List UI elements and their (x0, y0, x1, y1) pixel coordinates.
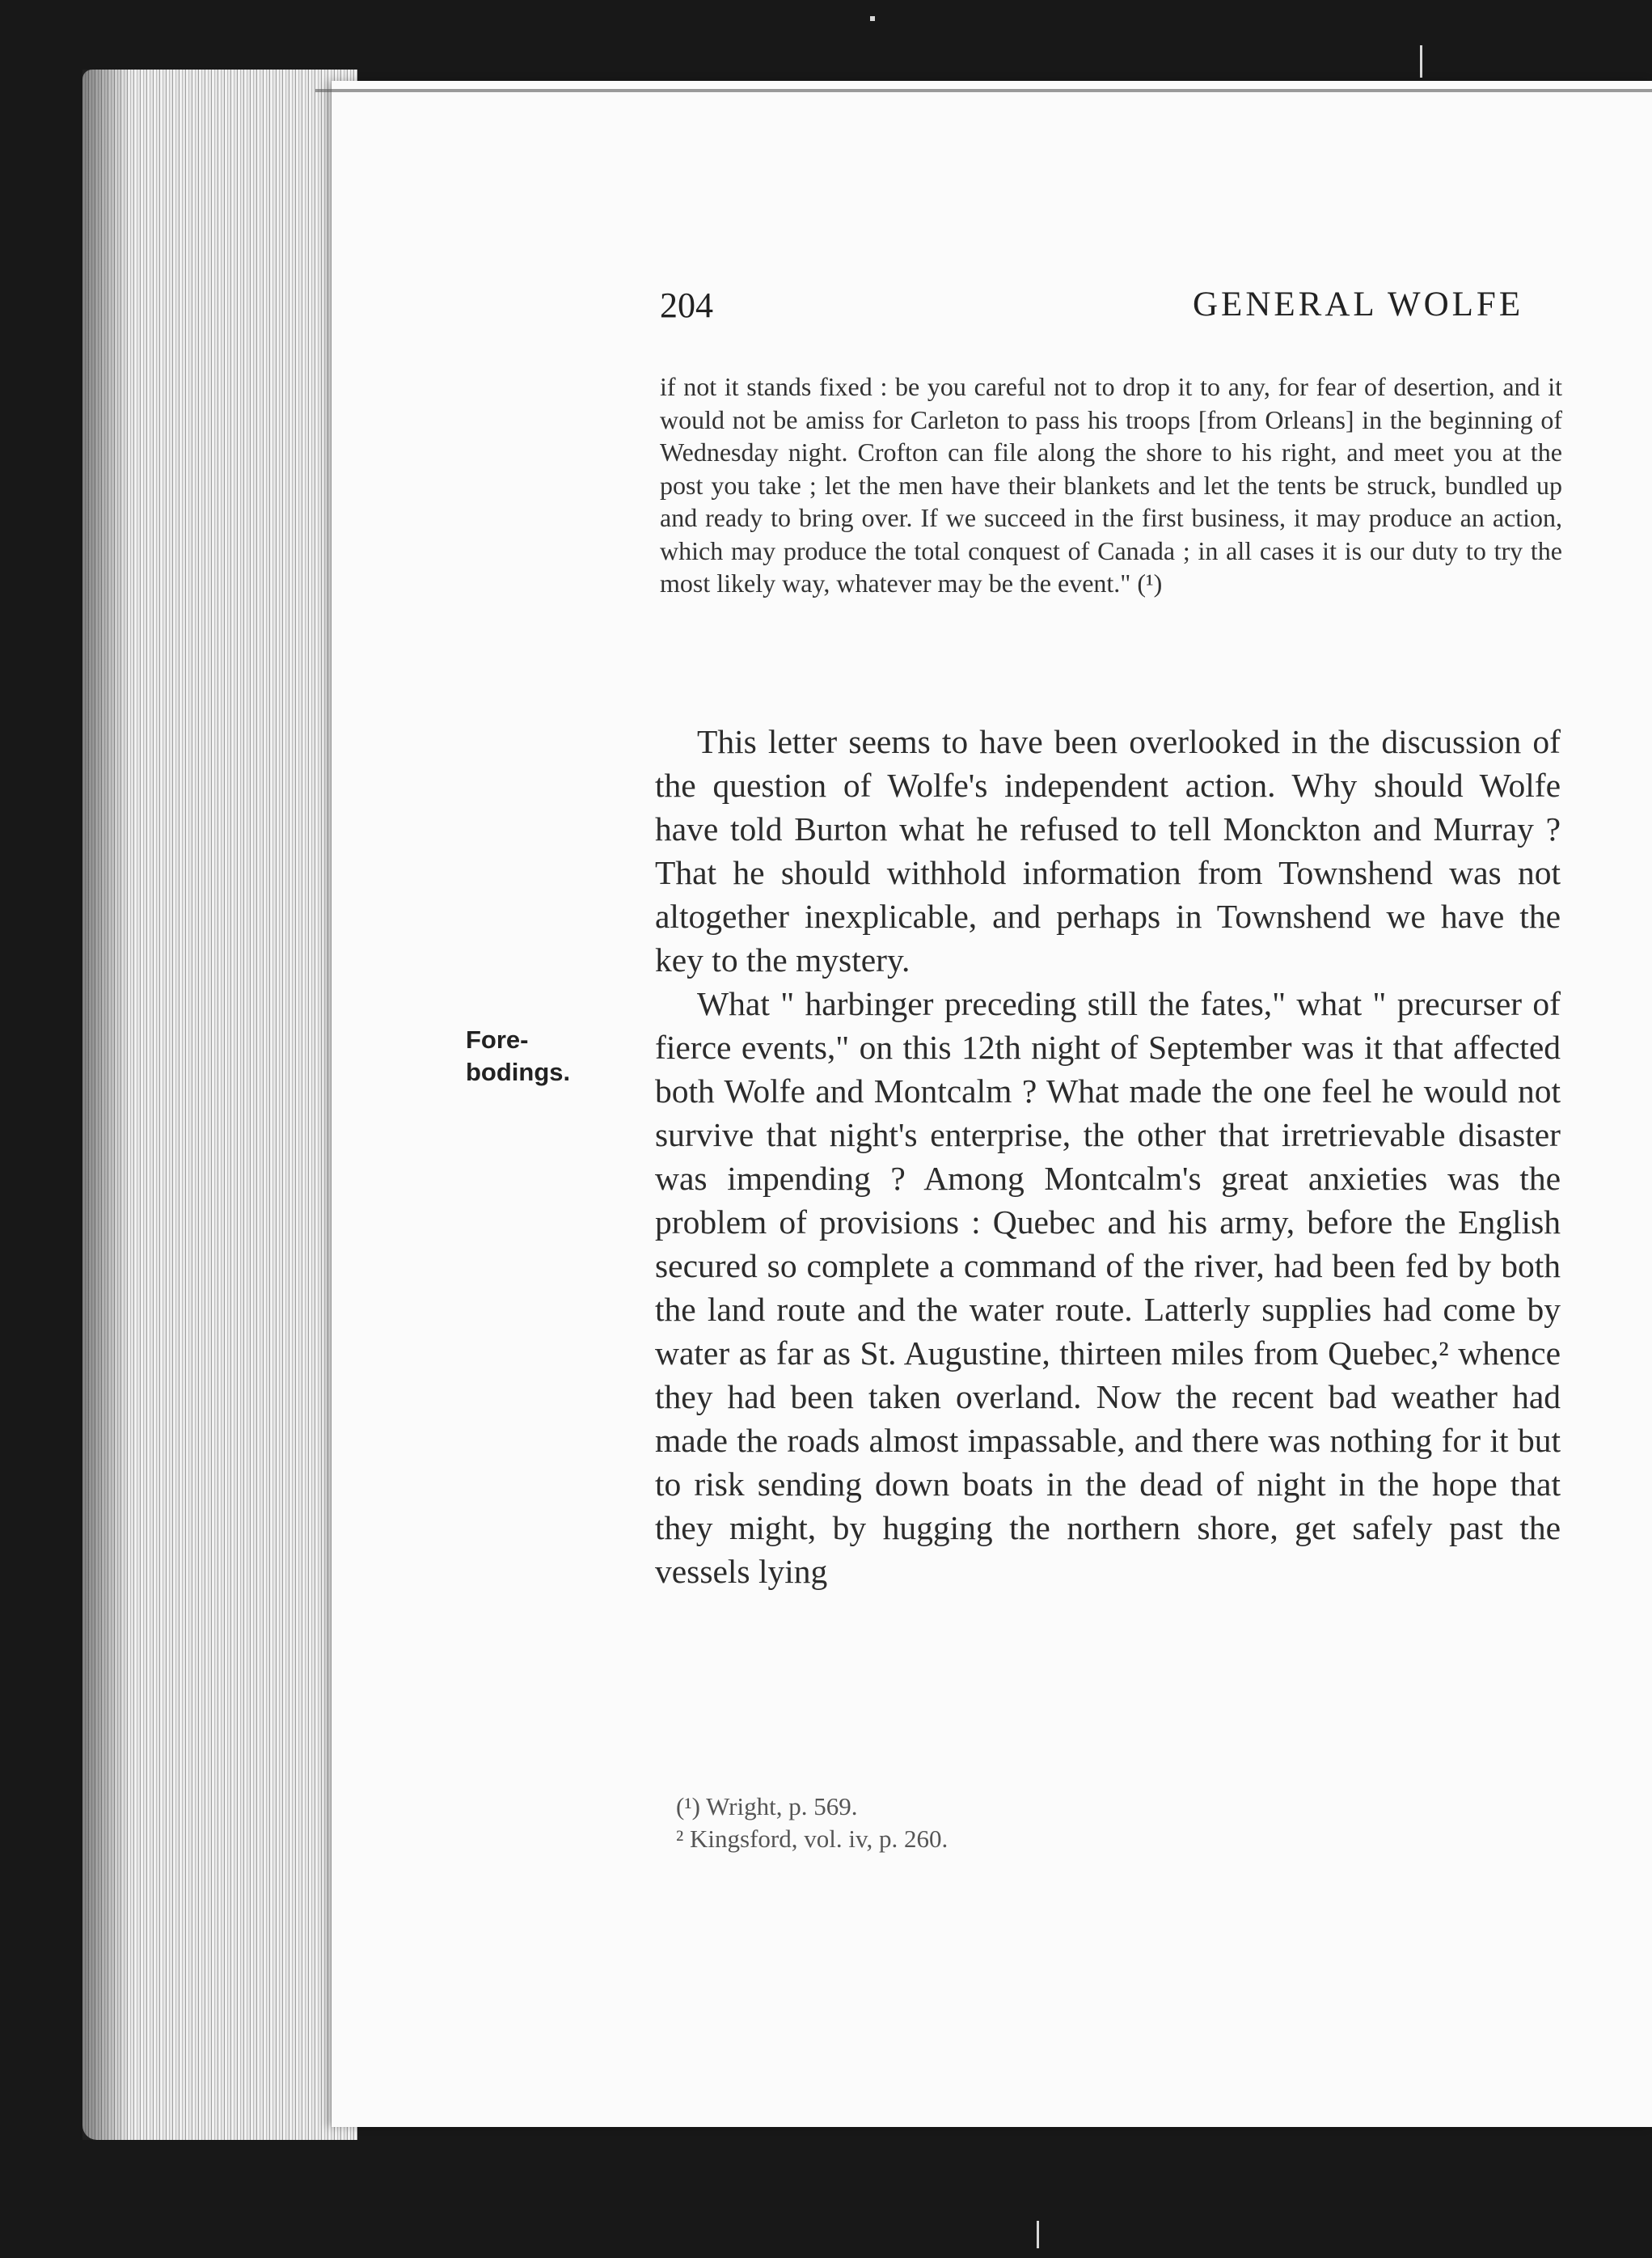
book-page-edges (82, 70, 357, 2140)
margin-note: Fore-bodings. (466, 1025, 571, 1086)
page-number: 204 (660, 285, 713, 325)
main-text (655, 720, 1561, 1593)
footnotes (676, 1791, 1404, 1855)
paragraph: What " harbinger preceding still the fates," what " precurser of fierce events," on this 12th night of September was it that affected both Wolfe and Montcalm ? What made the one feel he would not survive that night's enterprise, the other that irretrievable disaster was impending ? Among Montcalm's great anxieties was the problem of provisions : Quebec and his army, before the English secured so complete a command of the river, had been fed by both the land route and the water route. Latterly supplies had come by water as far as St. Augustine, thirteen miles from Quebec,² whence they had been taken overland. Now the recent bad weather had made the roads almost impassable, and there was nothing for it but to risk sending down boats in the dead of night in the hope that they might, by hugging the northern shore, get safely past the vessels lying (655, 985, 1561, 1590)
speck (1037, 2221, 1039, 2248)
paragraph: This letter seems to have been overlooked in the discussion of the question of Wolfe's independent action. Why should Wolfe have told Burton what he refused to tell Monckton and Murray ? That he should withhold information from Townshend was not altogether inexplicable, and perhaps in Townshend we have the key to the mystery. (655, 723, 1561, 979)
speck (1420, 45, 1422, 78)
quoted-letter: if not it stands fixed : be you careful not to drop it to any, for fear of desertion, and it would not be amiss for Carleton to pass his troops [from Orleans] in the beginning of Wednesday night. Crofton can file along the shore to his right, and meet you at the post you take ; let the men have their blankets and let the tents be struck, bundled up and ready to bring over. If we succeed in the first business, it may produce an action, which may produce the total conquest of Canada ; in all cases it is our duty to try the most likely way, whatever may be the event." (¹) (660, 372, 1562, 598)
footnote: ² Kingsford, vol. iv, p. 260. (676, 1825, 949, 1853)
speck (870, 16, 875, 21)
footnote: (¹) Wright, p. 569. (676, 1792, 858, 1820)
running-title: GENERAL WOLFE (1193, 285, 1524, 323)
